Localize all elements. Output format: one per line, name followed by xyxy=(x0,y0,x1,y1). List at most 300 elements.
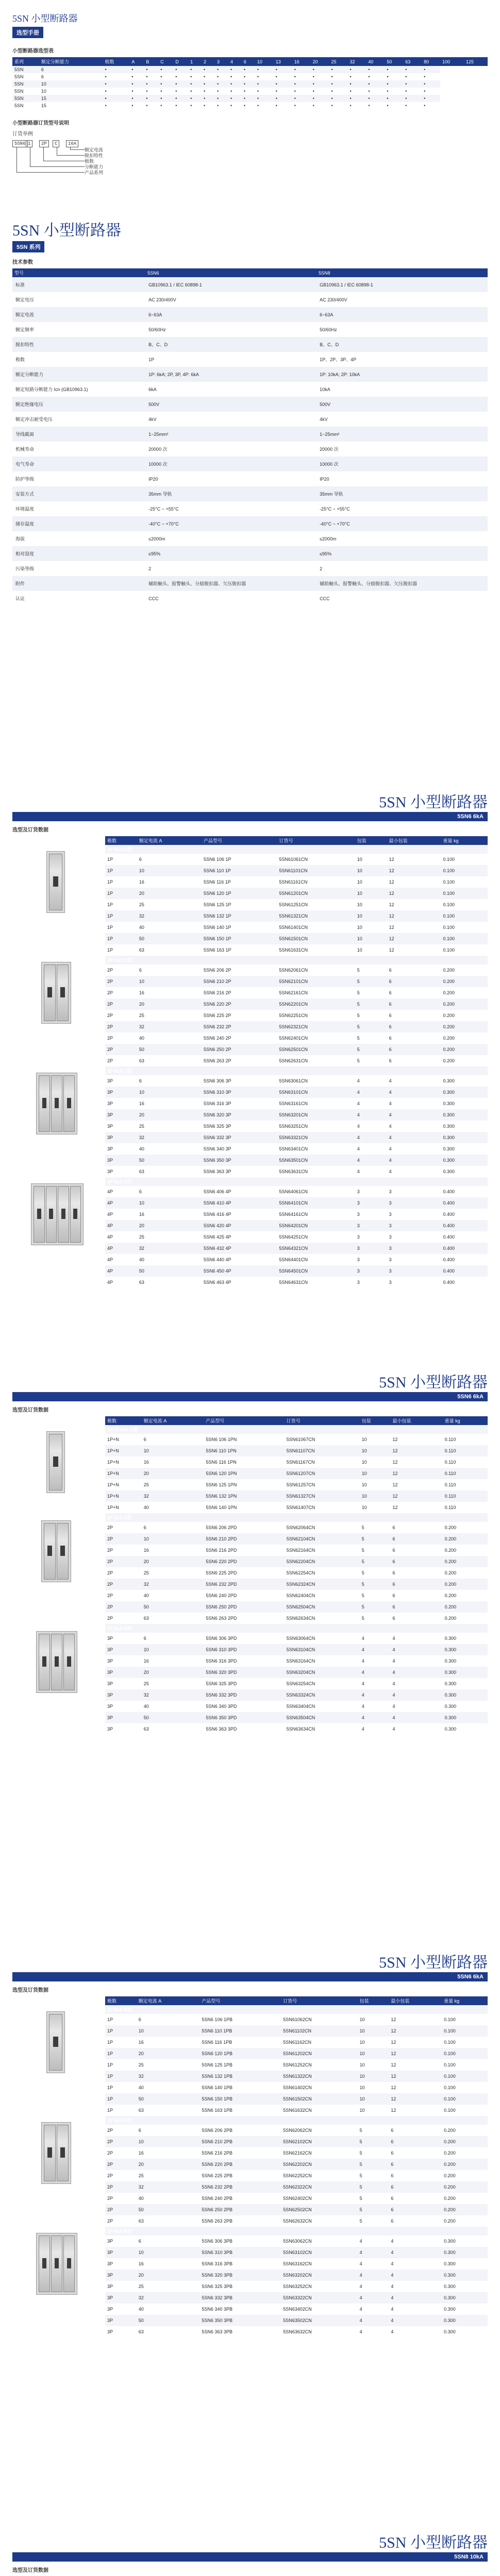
spec-cell: 50/60Hz xyxy=(148,327,166,332)
selector-cell: • xyxy=(255,66,274,73)
catalog-cell: 0.100 xyxy=(444,2085,456,2090)
selector-cell: • xyxy=(228,66,242,73)
catalog-cell: 5SN6 340 3PD xyxy=(206,1704,237,1709)
catalog-cell: 5SN6 110 1PB xyxy=(199,2025,281,2037)
catalog-cell: 0.300 xyxy=(442,2315,488,2326)
catalog-cell: 5SN63634CN xyxy=(286,1726,315,1732)
catalog-cell: 5SN6 220 2PD xyxy=(204,1556,284,1567)
catalog-cell: 4P xyxy=(105,1220,137,1231)
selector-cell: • xyxy=(175,103,177,108)
spec-cell: 辅助触头、报警触头、分励脱扣器、欠压脱扣器 xyxy=(316,576,488,591)
catalog-cell: 5SN6 110 1P xyxy=(202,865,277,876)
catalog-cell: 5SN6 110 1PN xyxy=(204,1445,284,1456)
selector-cell: • xyxy=(255,80,274,88)
catalog-cell: 5SN6 310 3PD xyxy=(204,1644,284,1655)
spec-cell: 10kA xyxy=(320,386,330,392)
catalog-cell: 0.200 xyxy=(442,2181,488,2193)
spec-cell: 2 xyxy=(148,566,152,571)
catalog-cell: 2P xyxy=(107,2196,113,2201)
catalog-cell: 32 xyxy=(142,1579,204,1590)
catalog-cell: 5SN63202CN xyxy=(281,2269,357,2281)
breaker-image xyxy=(36,2233,77,2295)
catalog-cell: 5SN6 325 3PB xyxy=(202,2284,232,2289)
catalog-cell: 0.200 xyxy=(442,2159,488,2170)
catalog-cell: 5SN6 432 4P xyxy=(202,1243,277,1254)
catalog-cell: 5SN6 232 2P xyxy=(202,1021,277,1032)
breaker-image xyxy=(36,1073,77,1134)
catalog-cell: 10 xyxy=(361,1482,367,1487)
catalog-row xyxy=(105,1265,488,1277)
catalog-cell: 63 xyxy=(143,1726,149,1732)
spec-row xyxy=(12,546,488,561)
catalog-cell: 5SN63161CN xyxy=(279,1101,308,1106)
selector-col: 20 xyxy=(311,57,329,66)
catalog-cell: 4P xyxy=(107,1257,113,1262)
catalog-cell: 5 xyxy=(355,1021,387,1032)
catalog-cell: 32 xyxy=(137,1243,202,1254)
breaker-pole xyxy=(51,1075,62,1132)
selector-cell: • xyxy=(387,103,389,108)
catalog-cell: 5SN62634CN xyxy=(286,1616,315,1621)
catalog-row xyxy=(105,2315,488,2326)
catalog-cell: 0.300 xyxy=(443,1644,488,1655)
selector-cell: • xyxy=(387,89,389,94)
breaker-pole xyxy=(39,1075,50,1132)
catalog-cell: 40 xyxy=(138,2196,144,2201)
selector-col: 6 xyxy=(242,57,255,66)
catalog-cell: 0.110 xyxy=(443,1445,488,1456)
selector-cell: • xyxy=(190,89,192,94)
catalog-cell: 6 xyxy=(387,998,441,1010)
catalog-cell: 5SN6 306 3PB xyxy=(202,2239,232,2244)
selector-col: 40 xyxy=(366,57,385,66)
catalog-cell: 10 xyxy=(359,2108,365,2113)
catalog-cell: 4 xyxy=(357,1078,360,1083)
catalog-row xyxy=(105,2159,488,2170)
catalog-cell: 5 xyxy=(357,1036,360,1041)
catalog-cell: 5SN62204CN xyxy=(285,1556,360,1567)
spec-col: 型号 xyxy=(12,268,145,277)
catalog-cell: 32 xyxy=(137,1021,202,1032)
spec-row xyxy=(12,277,488,292)
catalog-cell: 4 xyxy=(392,1636,395,1641)
catalog-cell: 5SN62501CN xyxy=(277,1044,355,1055)
spec-cell: 机械寿命 xyxy=(15,447,35,452)
catalog-cell: 5SN6 340 3PB xyxy=(202,2307,232,2312)
catalog-cell: 5SN6 332 3P xyxy=(202,1132,277,1143)
catalog-cell: 6 xyxy=(389,2181,442,2193)
catalog-cell: 3P xyxy=(107,1704,113,1709)
catalog-cell: 5SN63062CN xyxy=(283,2239,312,2244)
selector-cell: • xyxy=(202,80,215,88)
catalog-cell: 5SN63501CN xyxy=(277,1155,355,1166)
breaker-pole xyxy=(63,1634,75,1690)
catalog-cell: 20 xyxy=(137,998,202,1010)
catalog-cell: 0.300 xyxy=(443,1689,488,1701)
catalog-row xyxy=(105,1456,488,1468)
selector-cell: • xyxy=(173,80,188,88)
catalog-cell: 4 xyxy=(355,1109,387,1121)
catalog-cell: 5SN6 106 1P xyxy=(203,857,231,862)
selector-cell: • xyxy=(422,66,440,73)
catalog-cell: 40 xyxy=(143,1704,149,1709)
spec-cell: CCC xyxy=(320,596,330,601)
catalog-cell: 5SN6 450 4P xyxy=(202,1265,277,1277)
spec-cell: 防护等级 xyxy=(15,477,35,482)
catalog-cell: 5SN63502CN xyxy=(281,2315,357,2326)
selector-cell: • xyxy=(188,66,202,73)
catalog-cell: 3P xyxy=(107,1658,113,1664)
catalog-cell: 3P xyxy=(107,2239,113,2244)
catalog-cell: 0.300 xyxy=(443,1101,455,1106)
catalog-cell: 5SN6 116 1PB xyxy=(202,2040,232,2045)
catalog-group-name: 3P 6kA C型 xyxy=(105,1066,488,1075)
catalog-cell: 6 xyxy=(392,1548,395,1553)
catalog-group-bar xyxy=(105,2005,488,2014)
catalog-cell: 0.300 xyxy=(441,1155,488,1166)
selector-cell: • xyxy=(190,103,192,108)
catalog-cell: 5SN61327CN xyxy=(285,1490,360,1502)
catalog-cell: 2P xyxy=(105,2204,137,2215)
catalog-cell: 32 xyxy=(142,1689,204,1701)
catalog-cell: 5SN61101CN xyxy=(277,865,355,876)
catalog-table xyxy=(105,1416,488,1735)
order-sub: 订货举例 xyxy=(12,131,33,137)
spec-cell: 储存温度 xyxy=(12,516,145,531)
spec-cell: 1P xyxy=(148,357,155,362)
catalog-col: 额定电流 A xyxy=(137,836,202,845)
catalog-cell: 2P xyxy=(105,1021,137,1032)
breaker-image xyxy=(31,1183,84,1245)
catalog-cell: 3P xyxy=(105,1667,142,1678)
selector-cell: • xyxy=(292,66,311,73)
catalog-cell: 5SN62322CN xyxy=(281,2181,357,2193)
catalog-cell: 0.300 xyxy=(444,1658,457,1664)
selector-cell: 5SN xyxy=(14,89,24,94)
catalog-cell: 10 xyxy=(360,1490,391,1502)
spec-row xyxy=(12,486,488,501)
breaker-pole xyxy=(39,2235,50,2292)
catalog-cell: 6 xyxy=(389,968,392,973)
catalog-cell: 10 xyxy=(357,857,362,862)
catalog-cell: 5SN6 216 2P xyxy=(203,990,231,995)
catalog-cell: 10 xyxy=(360,1445,391,1456)
selector-cell: 5SN xyxy=(14,103,24,108)
catalog-cell: 4 xyxy=(361,1726,364,1732)
selector-cell: 10 xyxy=(39,80,103,88)
breaker-pole xyxy=(34,1186,45,1243)
catalog-cell: 5SN61251CN xyxy=(279,902,308,907)
catalog-cell: 0.300 xyxy=(441,1087,488,1098)
catalog-cell: 0.300 xyxy=(443,1169,455,1174)
catalog-cell: 1P xyxy=(105,888,137,899)
catalog-cell: 5SN6 240 2PB xyxy=(202,2196,232,2201)
order-code-part: 1 xyxy=(26,140,32,147)
catalog-row xyxy=(105,2281,488,2292)
catalog-cell: 10 xyxy=(137,2247,200,2258)
catalog-cell: 25 xyxy=(143,1482,149,1487)
spec-row xyxy=(12,397,488,412)
order-code-diagram xyxy=(12,140,488,176)
catalog-cell: 4P xyxy=(107,1189,113,1194)
catalog-cell: 63 xyxy=(138,2218,144,2224)
catalog-cell: 1P+N xyxy=(107,1437,119,1442)
catalog-cell: 0.200 xyxy=(443,1036,455,1041)
catalog-col: 额定电流 A xyxy=(142,1416,204,1425)
catalog-cell: 3P xyxy=(107,2307,113,2312)
catalog-cell: 5SN63101CN xyxy=(277,1087,355,1098)
catalog-row xyxy=(105,1197,488,1209)
catalog-cell: 3P xyxy=(107,1681,113,1686)
catalog-cell: 5 xyxy=(355,1044,387,1055)
catalog-cell: 5SN6 320 3PD xyxy=(204,1667,284,1678)
breaker-pole xyxy=(51,1634,62,1690)
catalog-row xyxy=(105,2170,488,2181)
selector-cell: • xyxy=(173,95,188,102)
spec-cell: CCC xyxy=(148,596,159,601)
selector-cell: • xyxy=(158,80,173,88)
selector-cell: • xyxy=(188,95,202,102)
catalog-cell: 5SN63204CN xyxy=(285,1667,360,1678)
catalog-cell: 5SN6 316 3PD xyxy=(206,1658,237,1664)
spec-cell: 4kV xyxy=(320,416,328,422)
catalog-cell: 0.200 xyxy=(444,2218,456,2224)
selector-cell: • xyxy=(329,80,348,88)
catalog-cell: 4 xyxy=(389,2269,442,2281)
catalog-row xyxy=(105,2269,488,2281)
selector-col: 极数 xyxy=(103,57,130,66)
catalog-cell: 5SN62401CN xyxy=(279,1036,308,1041)
catalog-cell: 1P xyxy=(107,879,113,885)
catalog-cell: 4 xyxy=(392,1658,395,1664)
catalog-cell: 12 xyxy=(390,1490,442,1502)
selector-col: 63 xyxy=(403,57,422,66)
catalog-row xyxy=(105,933,488,944)
catalog-cell: 0.400 xyxy=(441,1243,488,1254)
selector-cell: • xyxy=(204,89,206,94)
catalog-cell: 5SN6 316 3PB xyxy=(202,2261,232,2266)
catalog-cell: 5SN64631CN xyxy=(279,1280,308,1285)
catalog-cell: 0.100 xyxy=(444,2108,456,2113)
catalog-cell: 4 xyxy=(355,1087,387,1098)
catalog-cell: 5 xyxy=(360,1556,391,1567)
catalog-cell: 5 xyxy=(358,2181,389,2193)
catalog-cell: 6 xyxy=(389,1036,392,1041)
selector-cell: • xyxy=(228,80,242,88)
spec-cell: 额定电压 xyxy=(15,297,35,302)
catalog-cell: 0.100 xyxy=(442,2048,488,2059)
catalog-cell: 10 xyxy=(137,2025,200,2037)
selector-cell: • xyxy=(312,74,314,79)
catalog-row xyxy=(105,1087,488,1098)
selector-cell: • xyxy=(366,80,385,88)
catalog-cell: 63 xyxy=(143,1616,149,1621)
selector-cell: • xyxy=(424,89,426,94)
selector-row xyxy=(12,88,488,95)
selector-cell: • xyxy=(160,103,162,108)
catalog-cell: 5SN64321CN xyxy=(277,1243,355,1254)
catalog-cell: 0.300 xyxy=(441,1109,488,1121)
selector-cell: • xyxy=(292,95,311,102)
catalog-cell: 5SN6 320 3P xyxy=(202,1109,277,1121)
spec-cell: 额定频率 xyxy=(15,327,35,332)
catalog-cell: 6 xyxy=(391,2218,394,2224)
catalog-cell: 5SN63102CN xyxy=(281,2247,357,2258)
catalog-cell: 10 xyxy=(359,2062,365,2067)
catalog-cell: 5SN6 310 3P xyxy=(202,1087,277,1098)
catalog-cell: 40 xyxy=(138,2085,144,2090)
catalog-cell: 5SN6 263 2PD xyxy=(206,1616,237,1621)
catalog-cell: 5SN62164CN xyxy=(286,1548,315,1553)
catalog-cell: 5 xyxy=(358,2159,389,2170)
catalog-cell: 6 xyxy=(392,1593,395,1598)
spec-row xyxy=(12,292,488,307)
catalog-row xyxy=(105,976,488,987)
catalog-col: 订货号 xyxy=(277,836,355,845)
catalog-cell: 2P xyxy=(107,2218,113,2224)
spec-cell: -40°C ~ +70°C xyxy=(316,516,488,531)
catalog-cell: 5SN63322CN xyxy=(281,2292,357,2303)
catalog-cell: 6 xyxy=(143,1636,146,1641)
catalog-row xyxy=(105,1590,488,1601)
catalog-cell: 2P xyxy=(105,998,137,1010)
catalog-cell: 1P xyxy=(107,947,113,953)
catalog-cell: 5SN6 150 1PB xyxy=(199,2093,281,2105)
catalog-cell: 12 xyxy=(389,925,394,930)
catalog-cell: 12 xyxy=(392,1505,398,1510)
selector-cell: • xyxy=(347,95,366,102)
catalog-caption: 选型及订货数据 xyxy=(12,1988,48,1993)
catalog-table xyxy=(105,836,488,1288)
catalog-cell: 4 xyxy=(355,1132,387,1143)
catalog-cell: 5SN6 132 1PB xyxy=(199,2071,281,2082)
catalog-row xyxy=(105,2037,488,2048)
spec-cell: ≤95% xyxy=(316,546,488,561)
selector-col: 50 xyxy=(385,57,403,66)
catalog-row xyxy=(105,1678,488,1689)
catalog-row xyxy=(105,2235,488,2247)
catalog-cell: 2P xyxy=(107,2128,113,2133)
catalog-cell: 5SN6 216 2PD xyxy=(206,1548,237,1553)
catalog-group-bar xyxy=(105,2227,488,2235)
catalog-cell: 12 xyxy=(387,865,441,876)
catalog-cell: 4 xyxy=(390,1712,442,1723)
catalog-cell: 32 xyxy=(137,1132,202,1143)
selector-cell: • xyxy=(294,74,296,79)
catalog-cell: 3 xyxy=(387,1220,441,1231)
order-code-label: 产品系列 xyxy=(85,171,104,176)
spec-cell: ≤2000m xyxy=(148,536,165,541)
catalog-cell: 5SN63324CN xyxy=(285,1689,360,1701)
catalog-row xyxy=(105,1098,488,1109)
spec-row xyxy=(12,352,488,367)
selector-cell: • xyxy=(129,95,144,102)
catalog-cell: 6 xyxy=(138,2239,141,2244)
catalog-cell: 50 xyxy=(137,2093,200,2105)
catalog-cell: 12 xyxy=(390,1468,442,1479)
catalog-cell: 0.400 xyxy=(443,1212,455,1217)
catalog-cell: 2P xyxy=(107,1548,113,1553)
catalog-cell: 4 xyxy=(358,2292,389,2303)
catalog-cell: 20 xyxy=(142,1556,204,1567)
catalog-cell: 4 xyxy=(358,2269,389,2281)
catalog-cell: 3 xyxy=(357,1212,360,1217)
catalog-cell: 3P xyxy=(107,1101,113,1106)
catalog-cell: 20 xyxy=(137,888,202,899)
catalog-row xyxy=(105,2204,488,2215)
catalog-cell: 12 xyxy=(387,910,441,922)
selector-cell: • xyxy=(146,89,148,94)
catalog-cell: 12 xyxy=(392,1437,398,1442)
catalog-cell: 0.100 xyxy=(443,947,455,953)
catalog-row xyxy=(105,1667,488,1678)
catalog-cell: 6 xyxy=(389,990,392,995)
catalog-cell: 0.400 xyxy=(443,1234,455,1240)
spec-row xyxy=(12,456,488,471)
selector-cell: • xyxy=(144,66,158,73)
catalog-cell: 5SN6 325 3P xyxy=(203,1124,231,1129)
spec-row xyxy=(12,576,488,591)
catalog-cell: 3 xyxy=(355,1265,387,1277)
catalog-cell: 10 xyxy=(357,902,362,907)
catalog-cell: 3P xyxy=(107,1636,113,1641)
catalog-cell: 5SN6 225 2PD xyxy=(206,1570,237,1575)
selector-col: 16 xyxy=(292,57,311,66)
selector-cell: • xyxy=(274,95,292,102)
catalog-cell: 5SN62162CN xyxy=(283,2150,312,2156)
selector-cell: • xyxy=(292,80,311,88)
catalog-cell: 4 xyxy=(391,2329,394,2334)
catalog-col: 产品型号 xyxy=(199,1996,281,2005)
catalog-cell: 5SN6 232 2PB xyxy=(199,2181,281,2193)
catalog-cell: 6 xyxy=(387,1021,441,1032)
catalog-row xyxy=(105,1479,488,1490)
catalog-cell: 5SN64401CN xyxy=(279,1257,308,1262)
catalog-band: 5SN6 6kA xyxy=(12,1972,488,1981)
catalog-cell: 6 xyxy=(389,2159,442,2170)
catalog-cell: 5SN6 250 2PB xyxy=(199,2204,281,2215)
selector-cell: • xyxy=(131,103,134,108)
catalog-row xyxy=(105,2048,488,2059)
selector-col: 3 xyxy=(215,57,228,66)
catalog-cell: 4 xyxy=(391,2239,394,2244)
catalog-cell: 5SN63162CN xyxy=(283,2261,312,2266)
catalog-cell: 5SN61162CN xyxy=(283,2040,312,2045)
catalog-cell: 4 xyxy=(389,2292,442,2303)
catalog-cell: 5SN6 263 2PB xyxy=(202,2218,232,2224)
selector-cell: • xyxy=(257,74,259,79)
catalog-cell: 0.100 xyxy=(442,2025,488,2037)
selector-cell: • xyxy=(405,103,407,108)
catalog-cell: 5SN6 216 2PB xyxy=(202,2150,232,2156)
catalog-cell: 6 xyxy=(392,1570,395,1575)
spec-cell: 1P: 10kA; 2P: 10kA xyxy=(316,367,488,382)
catalog-cell: 5SN63061CN xyxy=(279,1078,308,1083)
breaker-pole xyxy=(39,1634,50,1690)
catalog-cell: 1P+N xyxy=(107,1460,119,1465)
catalog-cell: 0.110 xyxy=(443,1468,488,1479)
catalog-row xyxy=(105,2292,488,2303)
catalog-cell: 2P xyxy=(105,2181,137,2193)
spec-cell: 10000 次 xyxy=(145,456,316,471)
catalog-cell: 4 xyxy=(389,1078,392,1083)
selector-cell: • xyxy=(349,74,352,79)
catalog-cell: 0.200 xyxy=(444,2128,456,2133)
catalog-title: 5SN 小型断路器 xyxy=(379,1374,488,1391)
spec-row xyxy=(12,412,488,427)
breaker-image xyxy=(41,1520,71,1582)
spec-cell: 海拔 xyxy=(15,536,25,541)
